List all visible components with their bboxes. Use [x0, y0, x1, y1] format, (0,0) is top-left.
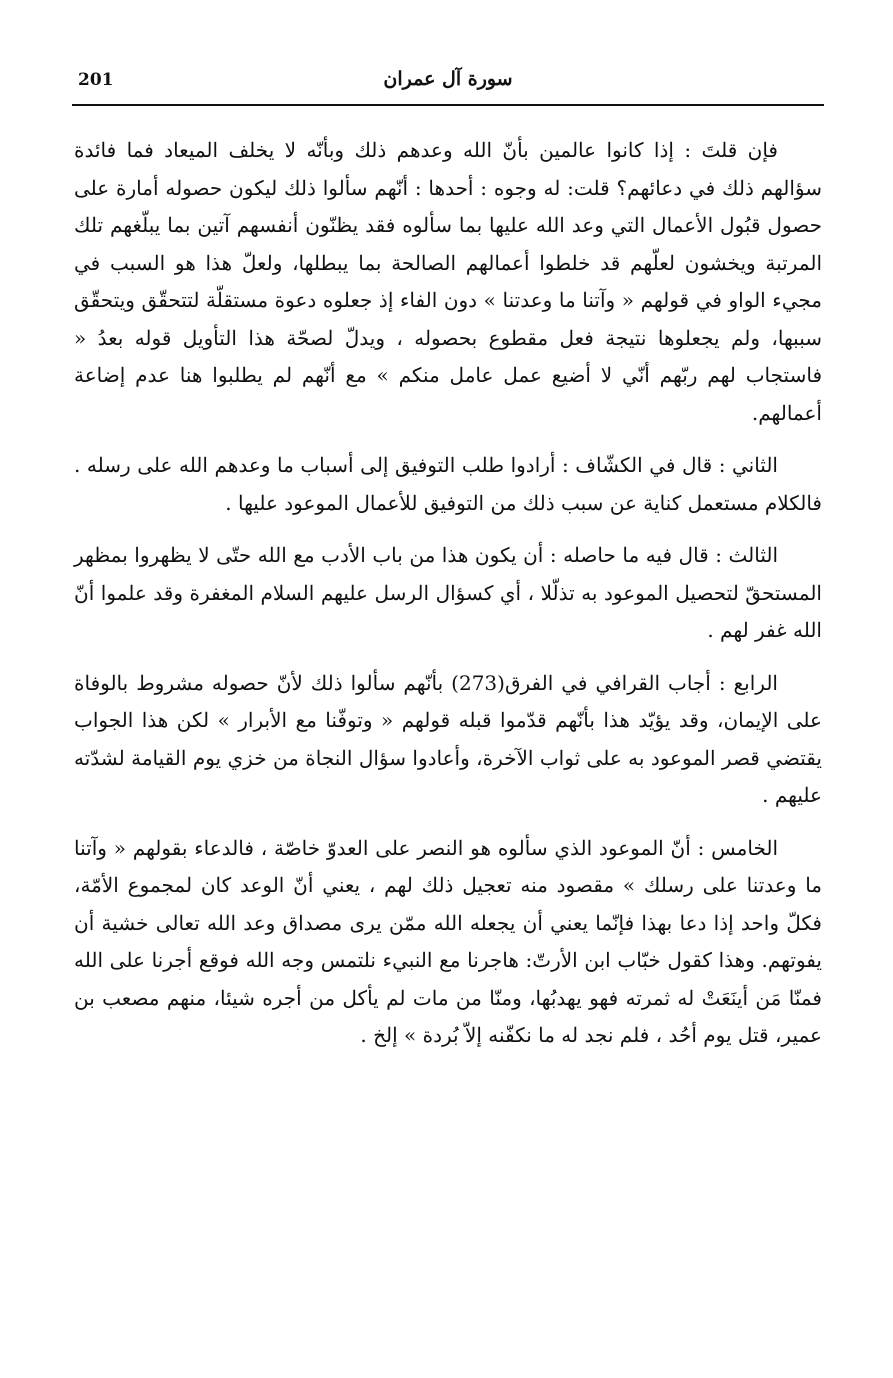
paragraph-text: الثالث : قال فيه ما حاصله : أن يكون هذا من باب الأدب مع الله حتّى لا يظهروا بمظهر المستحقّ لتحصيل الموعود به تذلّلا ، أي كسؤال الرسل عليهم السلام المغفرة وقد علموا أنّ الله غفر لهم . [74, 543, 822, 642]
paragraph-text: الرابع : أجاب القرافي في الفرق(273) بأنّهم سألوا ذلك لأنّ حصوله مشروط بالوفاة على الإيمان، وقد يؤيّد هذا بأنّهم قدّموا قبله قولهم « وتوفّنا مع الأبرار » لكن هذا الجواب يقتضي قصر الموعود به على ثواب الآخرة، وأعادوا سؤال النجاة من خزي يوم القيامة لشدّته عليهم . [74, 670, 822, 807]
running-title: سورة آل عمران [383, 68, 513, 90]
page-number: 201 [78, 70, 114, 90]
paragraph-third [74, 537, 822, 650]
paragraph-second [74, 447, 822, 522]
paragraph-text: فإن قلتَ : إذا كانوا عالمين بأنّ الله وعدهم ذلك وبأنّه لا يخلف الميعاد فما فائدة سؤالهم ذلك في دعائهم؟ قلت: له وجوه : أحدها : أنّهم سألوا ذلك ليكون حصوله أمارة على حصول قبُول الأعمال التي وعد الله عليها بما سألوه فقد يظنّون أنفسهم آتين بما يبلّغهم تلك المرتبة ويخشون لعلّهم قد خلطوا أعمالهم الصالحة بما يبطلها، ولعلّ هذا هو السبب في مجيء الواو في قولهم « وآتنا ما وعدتنا » دون الفاء إذ جعلوه دعوة مستقلّة لتتحقّق ويتحقّق سببها، ولم يجعلوها نتيجة فعل مقطوع بحصوله ، ويدلّ لصحّة هذا التأويل قوله بعدُ « فاستجاب لهم ربّهم أنّي لا أضيع عمل عامل منكم » مع أنّهم لم يطلبوا هنا عدم إضاعة أعمالهم. [74, 138, 822, 425]
paragraph-text: الثاني : قال في الكشّاف : أرادوا طلب التوفيق إلى أسباب ما وعدهم الله على رسله . فالكلام مستعمل كناية عن سبب ذلك من التوفيق للأعمال الموعود عليها . [74, 453, 822, 515]
page-header [72, 62, 824, 102]
paragraph-fifth [74, 830, 822, 1055]
paragraph-question [74, 132, 822, 432]
header-rule [72, 104, 824, 106]
paragraph-fourth [74, 665, 822, 815]
paragraph-text: الخامس : أنّ الموعود الذي سألوه هو النصر على العدوّ خاصّة ، فالدعاء بقولهم « وآتنا ما وعدتنا على رسلك » مقصود منه تعجيل ذلك لهم ، يعني أنّ الوعد كان لمجموع الأمّة، فكلّ واحد إذا دعا بهذا فإنّما يعني أن يجعله الله ممّن يرى مصداق وعد الله تعالى خشية أن يفوتهم. وهذا كقول خبّاب ابن الأرتّ: هاجرنا مع النبيء نلتمس وجه الله فوقع أجرنا على الله فمنّا مَن أينَعَتْ له ثمرته فهو يهدبُها، ومنّا من مات لم يأكل من أجره شيئا، منهم مصعب بن عمير، قتل يوم أحُد ، فلم نجد له ما نكفّنه إلاّ بُردة » إلخ . [74, 835, 822, 1047]
body-text [74, 132, 822, 1055]
